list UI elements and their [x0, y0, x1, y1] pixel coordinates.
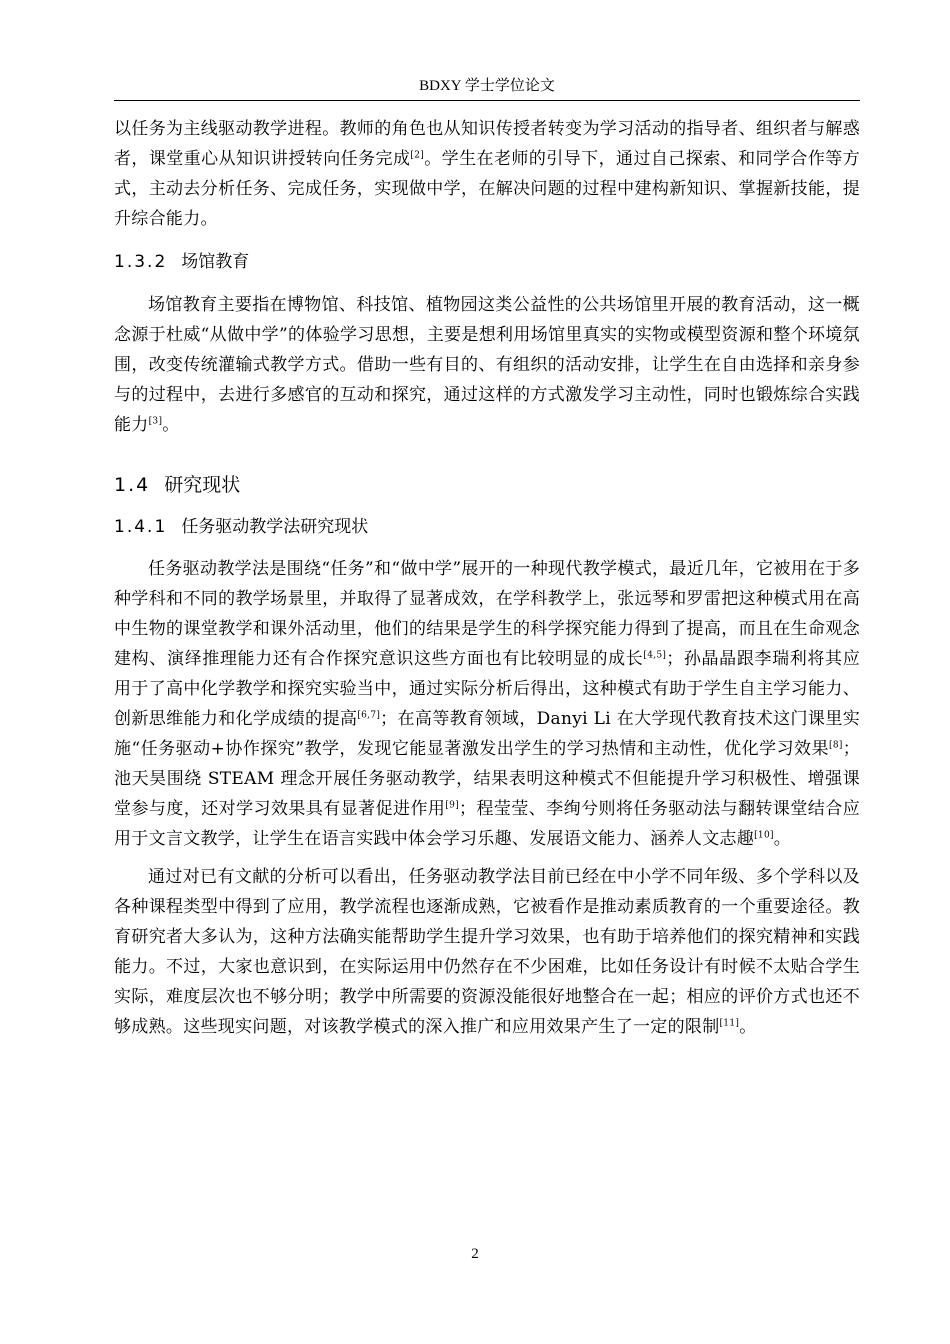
section-title: 场馆教育: [181, 252, 250, 272]
citation: [6,7]: [357, 710, 381, 721]
citation: [8]: [829, 740, 843, 751]
text-run: ；在高等教育领域，Danyi Li 在大学现代教育技术这门课里实施“任务驱动+协作探究”教学，发现它能显著激发出学生的学习热情和主动性，优化学习效果: [114, 709, 860, 759]
research-status-paragraph-1: [114, 554, 860, 854]
section-title: 任务驱动教学法研究现状: [181, 517, 369, 537]
text-run: 。: [162, 415, 180, 435]
text-run: 场馆教育主要指在博物馆、科技馆、植物园这类公益性的公共场馆里开展的教育活动，这一概念源于杜威“从做中学”的体验学习思想，主要是想利用场馆里真实的实物或模型资源和整个环境氛围，改变传统灌输式教学方式。借助一些有目的、有组织的活动安排，让学生在自由选择和亲身参与的过程中，去进行多感官的互动和探究，通过这样的方式激发学习主动性，同时也锻炼综合实践能力: [114, 295, 860, 435]
section-heading-1-3-2: [114, 247, 860, 277]
text-run: ；孙晶晶跟李瑞利将其应用于了高中化学教学和探究实验当中，通过实际分析后得出，这种模式有助于学生自主学习能力、创新思维能力和化学成绩的提高: [114, 649, 860, 729]
research-status-paragraph-2: [114, 862, 860, 1042]
citation: [3]: [148, 416, 163, 427]
text-run: 。: [773, 829, 792, 849]
citation: [11]: [719, 1018, 740, 1029]
citation: [9]: [445, 800, 460, 811]
section-number: 1.3.2: [114, 252, 168, 272]
text-run: 通过对已有文献的分析可以看出，任务驱动教学法目前已经在中小学不同年级、多个学科以及各种课程类型中得到了应用，教学流程也逐渐成熟，它被看作是推动素质教育的一个重要途径。教育研究者大多认为，这种方法确实能帮助学生提升学习效果，也有助于培养他们的探究精神和实践能力。不过，大家也意识到，在实际运用中仍然存在不少困难，比如任务设计有时候不太贴合学生实际，难度层次也不够分明；教学中所需要的资源没能很好地整合在一起；相应的评价方式也还不够成熟。这些现实问题，对该教学模式的深入推广和应用效果产生了一定的限制: [114, 867, 860, 1037]
section-title: 研究现状: [164, 474, 241, 496]
section-heading-1-4-1: [114, 512, 860, 542]
section-number: 1.4: [114, 474, 151, 496]
venue-education-paragraph: [114, 290, 860, 440]
text-run: ；池天昊围绕 STEAM 理念开展任务驱动教学，结果表明这种模式不但能提升学习积极性、增强课堂参与度，还对学习效果具有显著促进作用: [114, 739, 860, 819]
intro-paragraph: [114, 114, 860, 234]
text-run: 以任务为主线驱动教学进程。教师的角色也从知识传授者转变为学习活动的指导者、组织者与解惑者，课堂重心从知识讲授转向任务完成: [114, 119, 860, 169]
citation: [2]: [410, 150, 425, 161]
page-content: [114, 114, 860, 1042]
text-run: ；程莹莹、李绚兮则将任务驱动法与翻转课堂结合应用于文言文教学，让学生在语言实践中体会学习乐趣、发展语文能力、涵养人文志趣: [114, 799, 860, 849]
page-number: 2: [471, 1246, 479, 1262]
text-run: 。: [739, 1017, 757, 1037]
running-header: BDXY 学士学位论文: [419, 78, 555, 94]
citation: [10]: [754, 830, 774, 841]
text-run: 任务驱动教学法是围绕“任务”和“做中学”展开的一种现代教学模式，最近几年，它被用在于多种学科和不同的教学场景里，并取得了显著成效，在学科教学上，张远琴和罗雷把这种模式用在高中生物的课堂教学和课外活动里，他们的结果是学生的科学探究能力得到了提高，而且在生命观念建构、演绎推理能力还有合作探究意识这些方面也有比较明显的成长: [114, 559, 860, 669]
citation: [4,5]: [643, 650, 667, 661]
header-rule: [114, 100, 860, 101]
text-run: 。学生在老师的引导下，通过自己探索、和同学合作等方式，主动去分析任务、完成任务，实现做中学，在解决问题的过程中建构新知识、掌握新技能，提升综合能力。: [114, 149, 860, 229]
section-number: 1.4.1: [114, 517, 168, 537]
section-heading-1-4: [114, 470, 860, 500]
